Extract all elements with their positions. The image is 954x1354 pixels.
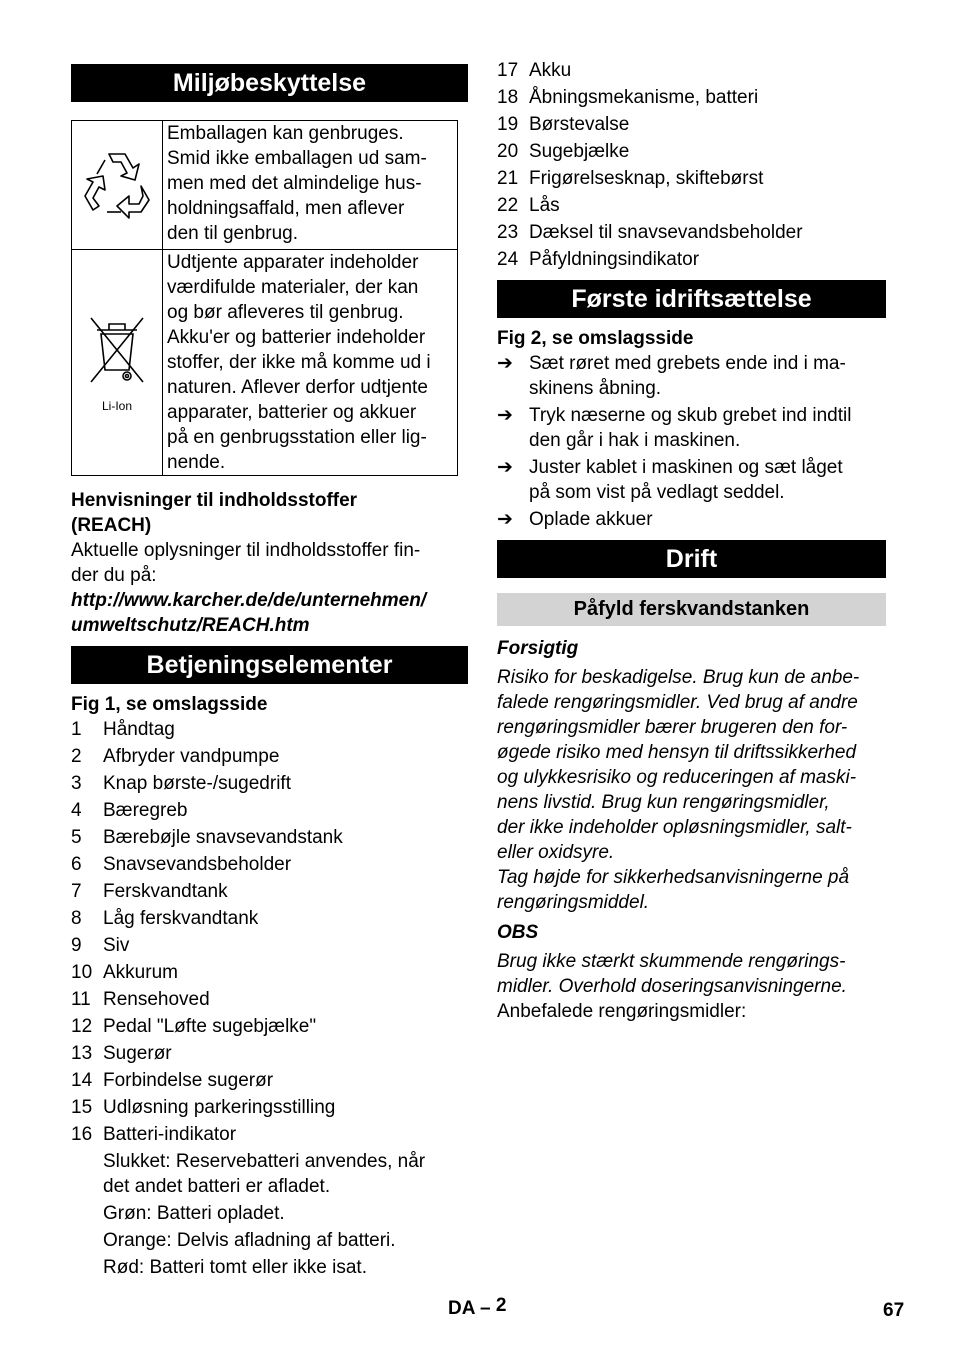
reach-text: der du på: [71, 565, 157, 586]
list-item: 3 Knap børste-/sugedrift [71, 773, 291, 794]
list-item: 9 Siv [71, 935, 130, 956]
list-item: ➔ Sæt røret med grebets ende ind i ma- skinens åbning. [497, 353, 846, 399]
weee-line: Akku'er og batterier indeholder [167, 327, 426, 348]
environment-table [71, 120, 458, 476]
note-label: OBS [497, 922, 539, 943]
recycle-icon-cell [72, 121, 163, 250]
left-column [71, 58, 468, 1282]
list-item: ➔ Oplade akkuer [497, 509, 653, 530]
list-item: 4 Bæregreb [71, 800, 188, 821]
caution-label: Forsigtig [497, 638, 579, 659]
weee-line: naturen. Aflever derfor udtjente [167, 377, 428, 398]
list-item: 6 Snavsevandsbeholder [71, 854, 292, 875]
weee-line: apparater, batterier og akkuer [167, 402, 417, 423]
list-item: 14 Forbindelse sugerør [71, 1070, 274, 1091]
list-item: 1 Håndtag [71, 719, 175, 740]
weee-line: stoffer, der ikke må komme ud i [167, 352, 431, 373]
list-item: 21 Frigørelsesknap, skiftebørst [497, 168, 764, 189]
weee-line: Udtjente apparater indeholder [167, 252, 419, 273]
footer-lang: DA [448, 1298, 475, 1319]
controls-list [71, 717, 468, 1147]
fig-reference: Fig 2, se omslagsside [497, 328, 694, 349]
list-item: ➔ Tryk næserne og skub grebet ind indtil den går i hak i maskinen. [497, 405, 852, 451]
recycle-line: holdningsaffald, men aflever [167, 198, 405, 219]
recycle-line: men med det almindelige hus- [167, 173, 422, 194]
reach-link[interactable]: http://www.karcher.de/de/unternehmen/ [71, 590, 427, 611]
list-item: 22 Lås [497, 195, 560, 216]
environment-row-weee [72, 250, 458, 476]
caution-text: Risiko for beskadigelse. Brug kun de anbe- falede rengøringsmidler. Ved brug af andre rengøringsmidler bærer brugeren den for- øgede risiko med hensyn til driftssikkerhed og ulykkesrisiko og reduceringen af maski- nens livstid. Brug kun rengøringsmidler, der ikke indeholder opløsningsmidler, salt- eller oxidsyre. Tag højde for sikkerhedsanvisningerne på rengøringsmiddel. [497, 667, 860, 913]
weee-line: på en genbrugsstation eller lig- [167, 427, 427, 448]
list-item: 18 Åbningsmekanisme, batteri [497, 87, 759, 108]
list-item: 24 Påfyldningsindikator [497, 249, 700, 270]
weee-line: værdifulde materialer, der kan [167, 277, 419, 298]
recycle-text-cell [163, 121, 458, 250]
reach-text: Aktuelle oplysninger til indholdsstoffer fin- [71, 540, 421, 561]
list-item: 12 Pedal "Løfte sugebjælke" [71, 1016, 317, 1037]
arrow-right-icon: ➔ [497, 353, 513, 374]
reach-link[interactable]: umweltschutz/REACH.htm [71, 615, 310, 636]
list-item: 13 Sugerør [71, 1043, 172, 1064]
list-item: 7 Ferskvandtank [71, 881, 228, 902]
list-item: 5 Bærebøjle snavsevandstank [71, 827, 343, 848]
battery-state-green: Grøn: Batteri opladet. [103, 1203, 285, 1224]
footer-sep: – [480, 1298, 491, 1319]
subsection-title-fill-tank: Påfyld ferskvandstanken [497, 593, 886, 626]
note-text: Brug ikke stærkt skummende rengørings- midler. Overhold doseringsanvisningerne. [497, 951, 847, 997]
weee-line: og bør afleveres til genbrug. [167, 302, 404, 323]
section-title-first-use: Første idriftsættelse [497, 280, 886, 318]
battery-state-off: Slukket: Reservebatteri anvendes, når det andet batteri er afladet. [103, 1151, 426, 1197]
first-use-steps [497, 351, 886, 532]
battery-state-orange: Orange: Delvis afladning af batteri. [103, 1230, 396, 1251]
list-item: 17 Akku [497, 60, 572, 81]
recycle-line: den til genbrug. [167, 223, 298, 244]
right-column [497, 58, 886, 1024]
li-ion-label: Li-Ion [101, 399, 133, 413]
weee-text-cell [163, 250, 458, 476]
recycle-line: Smid ikke emballagen ud sam- [167, 148, 427, 169]
crossed-bin-icon-cell [72, 250, 163, 476]
footer-num: 2 [495, 1295, 507, 1316]
list-item: 11 Rensehoved [71, 989, 210, 1010]
reach-heading: Henvisninger til indholdsstoffer [71, 490, 358, 511]
list-item: 16 Batteri-indikator [71, 1124, 237, 1145]
arrow-right-icon: ➔ [497, 405, 513, 426]
section-title-operation: Drift [497, 540, 886, 578]
reach-block [71, 488, 468, 638]
list-item: ➔ Juster kablet i maskinen og sæt låget på som vist på vedlagt seddel. [497, 457, 843, 503]
reach-heading: (REACH) [71, 515, 152, 536]
section-title-controls: Betjeningselementer [71, 646, 468, 684]
list-item: 15 Udløsning parkeringsstilling [71, 1097, 336, 1118]
arrow-right-icon: ➔ [497, 457, 513, 478]
fig-reference: Fig 1, se omslagsside [71, 694, 268, 715]
crossed-bin-icon [87, 312, 147, 402]
list-item: 23 Dæksel til snavsevandsbeholder [497, 222, 803, 243]
recommended-text: Anbefalede rengøringsmidler: [497, 1001, 747, 1022]
environment-row-recycle [72, 121, 458, 250]
list-item: 8 Låg ferskvandtank [71, 908, 259, 929]
battery-state-red: Rød: Batteri tomt eller ikke isat. [103, 1257, 367, 1278]
list-item: 2 Afbryder vandpumpe [71, 746, 280, 767]
recycle-icon [79, 144, 155, 220]
weee-line: nende. [167, 452, 226, 473]
section-title-environment: Miljøbeskyttelse [71, 64, 468, 102]
recycle-line: Emballagen kan genbruges. [167, 123, 404, 144]
list-item: 19 Børstevalse [497, 114, 630, 135]
controls-list-continued [497, 58, 886, 272]
list-item: 10 Akkurum [71, 962, 178, 983]
footer-language-page [448, 1296, 506, 1321]
list-item: 20 Sugebjælke [497, 141, 630, 162]
arrow-right-icon: ➔ [497, 509, 513, 530]
page-number: 67 [883, 1300, 905, 1321]
